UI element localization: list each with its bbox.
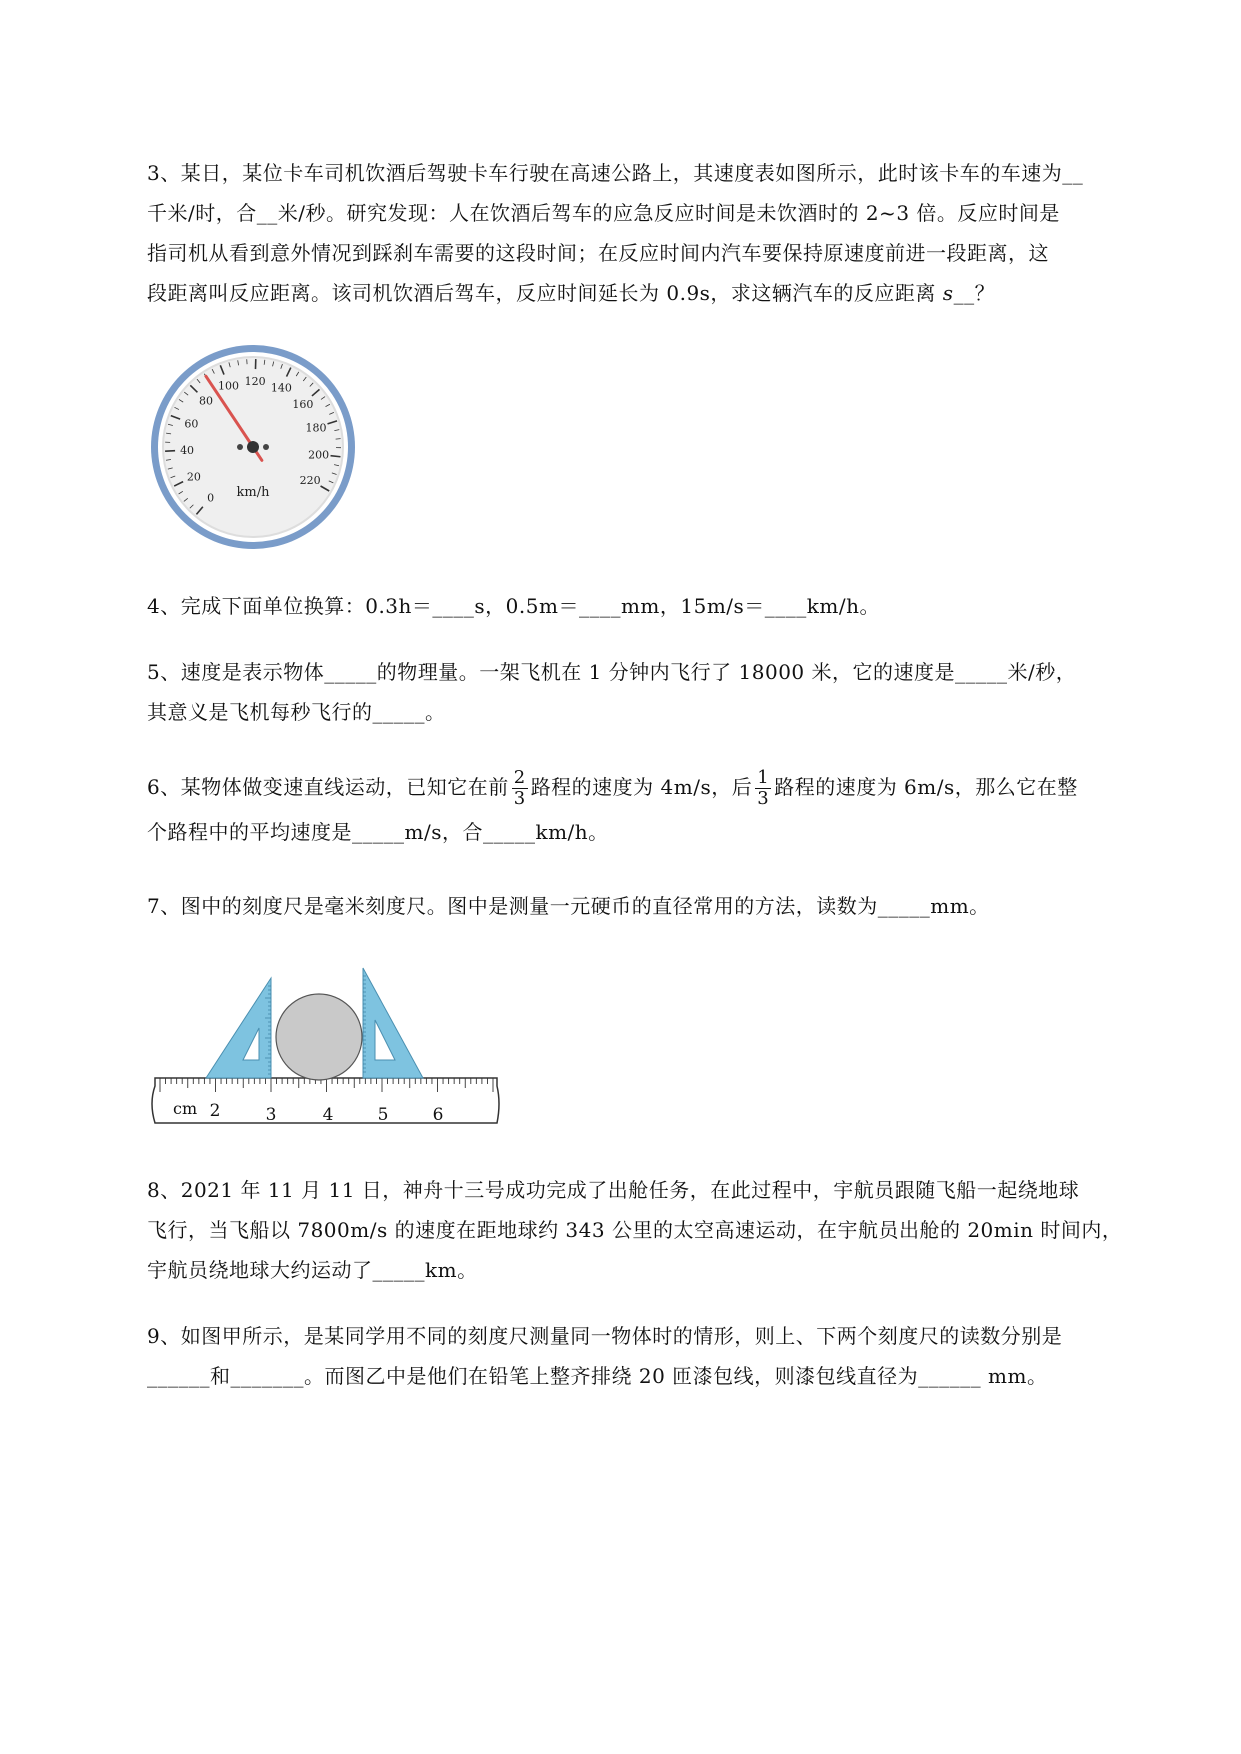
speedometer-unit: km/h xyxy=(236,485,270,500)
right-set-square xyxy=(363,968,423,1078)
fraction-two-thirds xyxy=(512,768,528,809)
fraction-1-numerator: 2 xyxy=(513,767,526,788)
question-5 xyxy=(147,652,1137,732)
speedometer-label-100: 100 xyxy=(217,379,239,393)
question-3 xyxy=(147,153,1137,313)
speedometer-label-160: 160 xyxy=(292,397,314,411)
ruler-label-6: 6 xyxy=(432,1105,444,1125)
question-5-line-1: 5、速度是表示物体_____的物理量。一架飞机在 1 分钟内飞行了 18000 米，它的速度是_____米/秒， xyxy=(147,660,1077,684)
question-6-part-3: 路程的速度为 6m/s，那么它在整 xyxy=(774,775,1078,799)
speedometer-label-200: 200 xyxy=(308,448,330,462)
ruler-label-5: 5 xyxy=(377,1105,389,1125)
speedometer-label-40: 40 xyxy=(180,444,195,458)
question-8-line-1: 8、2021 年 11 月 11 日，神舟十三号成功完成了出舱任务，在此过程中，宇航员跟随飞船一起绕地球 xyxy=(147,1178,1080,1202)
speedometer-dot-left xyxy=(237,444,243,450)
speedometer-label-180: 180 xyxy=(305,421,327,435)
speedometer-label-120: 120 xyxy=(244,375,266,389)
question-6 xyxy=(147,762,1137,852)
ruler-unit: cm xyxy=(173,1099,198,1118)
question-3-line-4a: 段距离叫反应距离。该司机饮酒后驾车，反应时间延长为 0.9s，求这辆汽车的反应距离 xyxy=(147,281,943,305)
question-7 xyxy=(147,886,1137,926)
fraction-2-denominator: 3 xyxy=(757,788,770,809)
speedometer-label-0: 0 xyxy=(207,491,215,505)
question-9-line-2: ______和_______。而图乙中是他们在铅笔上整齐排绕 20 匝漆包线，则漆包线直径为______ mm。 xyxy=(147,1364,1048,1388)
question-6-line-1 xyxy=(147,762,1137,812)
question-8-line-2: 飞行，当飞船以 7800m/s 的速度在距地球约 343 公里的太空高速运动，在宇航员出舱的 20min 时间内， xyxy=(147,1218,1123,1242)
question-8 xyxy=(147,1170,1137,1290)
coin xyxy=(276,994,362,1080)
question-7-line-1: 7、图中的刻度尺是毫米刻度尺。图中是测量一元硬币的直径常用的方法，读数为_____mm。 xyxy=(147,894,990,918)
question-6-line-2: 个路程中的平均速度是_____m/s，合_____km/h。 xyxy=(147,820,609,844)
question-9-line-1: 9、如图甲所示，是某同学用不同的刻度尺测量同一物体时的情形，则上、下两个刻度尺的读数分别是 xyxy=(147,1324,1063,1348)
speedometer-dot-right xyxy=(263,444,269,450)
question-4-line-1: 4、完成下面单位换算：0.3h＝____s，0.5m＝____mm，15m/s＝____km/h。 xyxy=(147,594,880,618)
fraction-one-third xyxy=(755,768,771,809)
fraction-2-numerator: 1 xyxy=(757,767,770,788)
question-3-line-4 xyxy=(147,273,1137,313)
speedometer-label-60: 60 xyxy=(184,417,199,431)
speedometer-tick xyxy=(331,456,341,457)
question-6-part-2: 路程的速度为 4m/s，后 xyxy=(530,775,753,799)
question-5-line-2: 其意义是飞机每秒飞行的_____。 xyxy=(147,700,446,724)
fraction-1-denominator: 3 xyxy=(513,788,526,809)
speedometer-hub xyxy=(247,441,259,453)
speedometer-label-220: 220 xyxy=(299,474,321,487)
question-9 xyxy=(147,1316,1137,1396)
speedometer-figure xyxy=(148,342,358,552)
question-8-line-3: 宇航员绕地球大约运动了_____km。 xyxy=(147,1258,478,1282)
question-3-line-3: 指司机从看到意外情况到踩刹车需要的这段时间；在反应时间内汽车要保持原速度前进一段距离，这 xyxy=(147,241,1049,265)
ruler-label-3: 3 xyxy=(265,1105,277,1125)
ruler-label-2: 2 xyxy=(209,1101,221,1121)
left-set-square xyxy=(206,978,271,1078)
coin-ruler-figure xyxy=(145,958,505,1138)
question-3-line-1: 3、某日，某位卡车司机饮酒后驾驶卡车行驶在高速公路上，其速度表如图所示，此时该卡车的车速为__ xyxy=(147,161,1084,185)
distance-variable: s xyxy=(942,281,954,305)
speedometer-label-140: 140 xyxy=(270,381,292,395)
question-6-part-1: 6、某物体做变速直线运动，已知它在前 xyxy=(147,775,509,799)
question-4 xyxy=(147,586,1137,626)
speedometer-label-80: 80 xyxy=(198,394,213,408)
speedometer-label-20: 20 xyxy=(186,470,201,484)
question-3-line-2: 千米/时，合__米/秒。研究发现：人在饮酒后驾车的应急反应时间是未饮酒时的 2~3 倍。反应时间是 xyxy=(147,201,1060,225)
question-3-line-4b: __？ xyxy=(953,281,996,305)
ruler-label-4: 4 xyxy=(322,1105,334,1125)
